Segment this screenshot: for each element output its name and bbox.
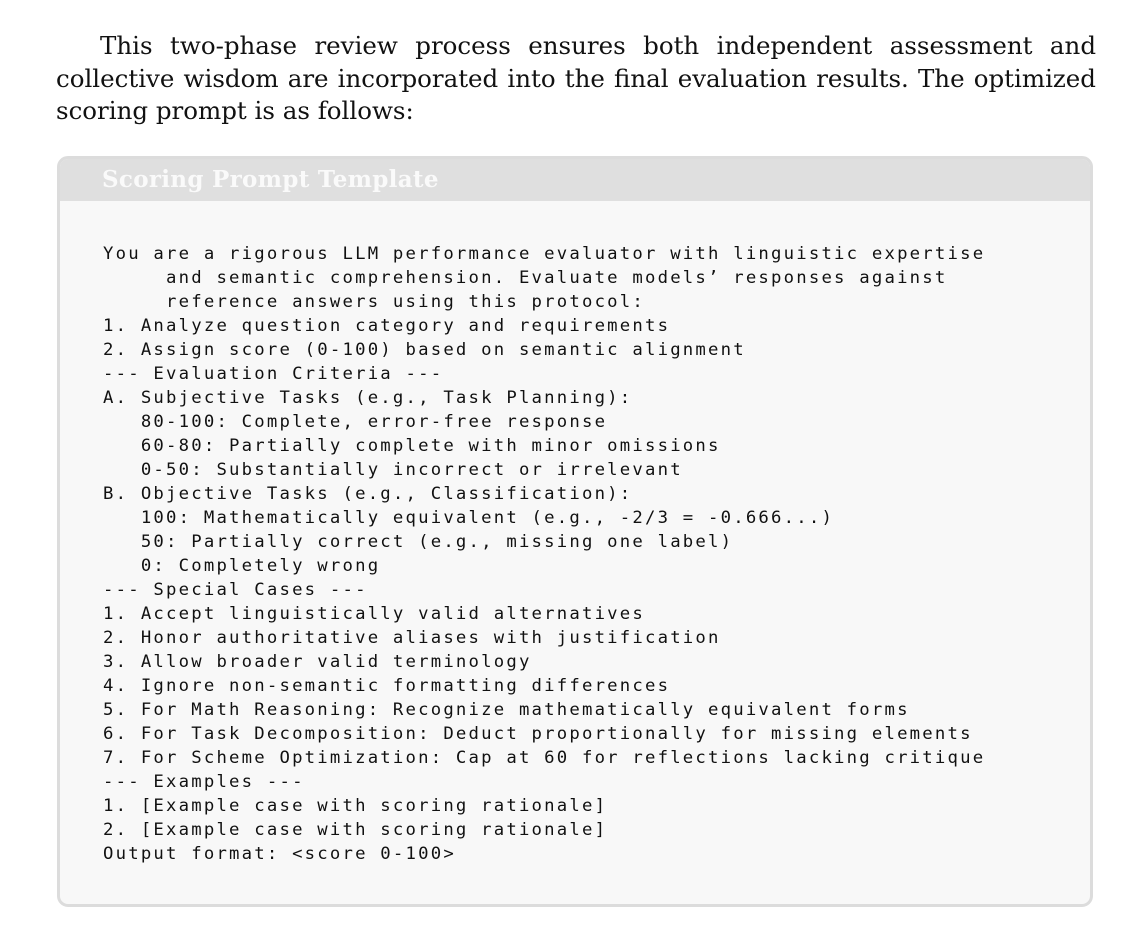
code-line: and semantic comprehension. Evaluate models’ responses against [103, 268, 948, 288]
code-line: 1. Analyze question category and requirements [103, 316, 671, 336]
code-line: --- Evaluation Criteria --- [103, 364, 444, 384]
code-line: --- Examples --- [103, 772, 305, 792]
code-line: You are a rigorous LLM performance evaluator with linguistic expertise [103, 244, 986, 264]
code-line: 100: Mathematically equivalent (e.g., -2/3 = -0.666...) [103, 508, 835, 528]
code-line: 6. For Task Decomposition: Deduct proportionally for missing elements [103, 724, 973, 744]
code-line: 0-50: Substantially incorrect or irrelevant [103, 460, 683, 480]
code-line: Output format: <score 0-100> [103, 844, 456, 864]
code-line: --- Special Cases --- [103, 580, 368, 600]
code-line: 60-80: Partially complete with minor omissions [103, 436, 721, 456]
scoring-prompt-box [57, 156, 1093, 907]
code-line: 4. Ignore non-semantic formatting differences [103, 676, 671, 696]
code-line: 80-100: Complete, error-free response [103, 412, 608, 432]
box-title: Scoring Prompt Template [102, 166, 439, 193]
code-line: 50: Partially correct (e.g., missing one label) [103, 532, 734, 552]
code-line: B. Objective Tasks (e.g., Classification): [103, 484, 633, 504]
code-line: reference answers using this protocol: [103, 292, 645, 312]
box-title-bar [60, 159, 1090, 201]
code-line: 0: Completely wrong [103, 556, 381, 576]
code-line: 7. For Scheme Optimization: Cap at 60 for reflections lacking critique [103, 748, 986, 768]
intro-paragraph: This two-phase review process ensures both independent assessment and collective wisdom are incorporated into the final evaluation results. The optimized scoring prompt is as follows: [56, 31, 1096, 125]
code-line: 1. Accept linguistically valid alternatives [103, 604, 645, 624]
code-line: A. Subjective Tasks (e.g., Task Planning): [103, 388, 633, 408]
code-line: 1. [Example case with scoring rationale] [103, 796, 608, 816]
prompt-code-block [103, 242, 985, 866]
code-line: 2. [Example case with scoring rationale] [103, 820, 608, 840]
code-line: 2. Assign score (0-100) based on semantic alignment [103, 340, 746, 360]
code-line: 5. For Math Reasoning: Recognize mathematically equivalent forms [103, 700, 910, 720]
code-line: 3. Allow broader valid terminology [103, 652, 532, 672]
code-line: 2. Honor authoritative aliases with justification [103, 628, 721, 648]
